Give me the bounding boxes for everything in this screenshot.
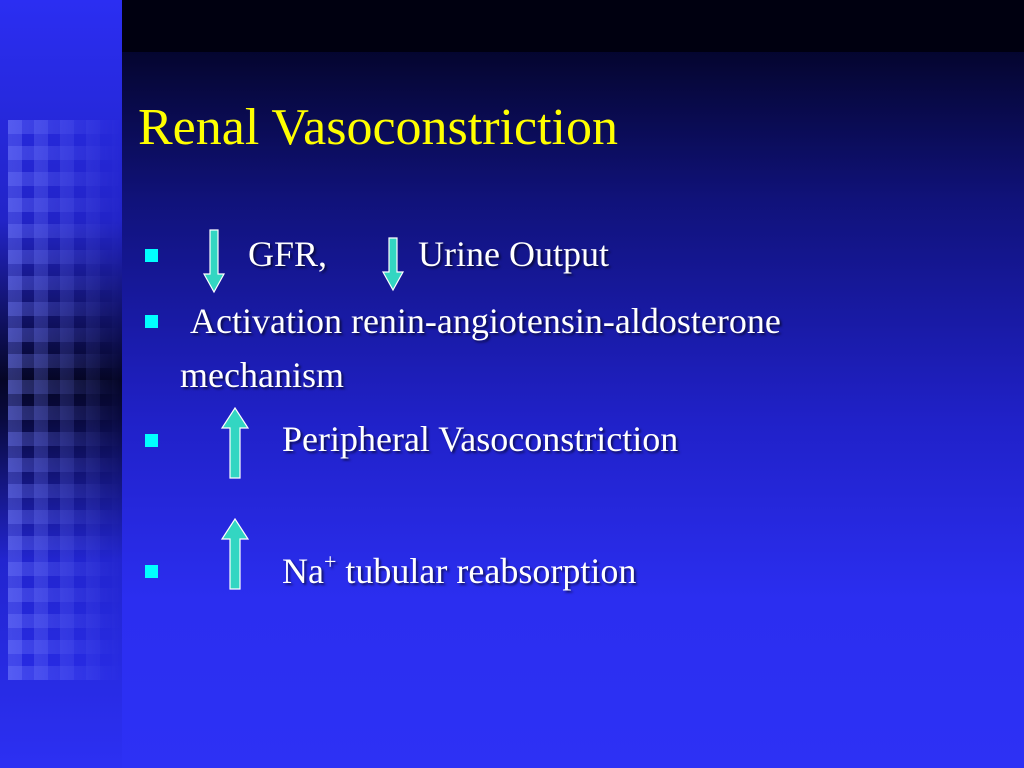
up-arrow-icon [222, 519, 248, 589]
bullet-square [145, 434, 158, 447]
bullet-sodium-text [282, 549, 637, 591]
bullet-square [145, 249, 158, 262]
down-arrow-icon [204, 230, 224, 292]
bullet-urine-output-text: Urine Output [418, 234, 609, 274]
bullet-activation-line2: mechanism [180, 355, 344, 395]
up-arrow-icon [222, 408, 248, 478]
bullet-square [145, 315, 158, 328]
decorative-square-pattern [8, 120, 122, 680]
sodium-charge: + [323, 549, 337, 574]
sodium-reabsorption-text: tubular reabsorption [336, 551, 637, 591]
slide-title: Renal Vasoconstriction [138, 99, 618, 156]
bullet-gfr-text: GFR, [248, 234, 328, 274]
bullet-activation-line1: Activation renin-angiotensin-aldosterone [190, 301, 781, 341]
down-arrow-icon [383, 238, 403, 290]
bullet-peripheral-text: Peripheral Vasoconstriction [282, 419, 679, 459]
left-decorative-strip [0, 0, 122, 768]
bullet-square [145, 565, 158, 578]
sodium-symbol: Na [282, 551, 324, 591]
top-dark-band [122, 0, 1024, 52]
